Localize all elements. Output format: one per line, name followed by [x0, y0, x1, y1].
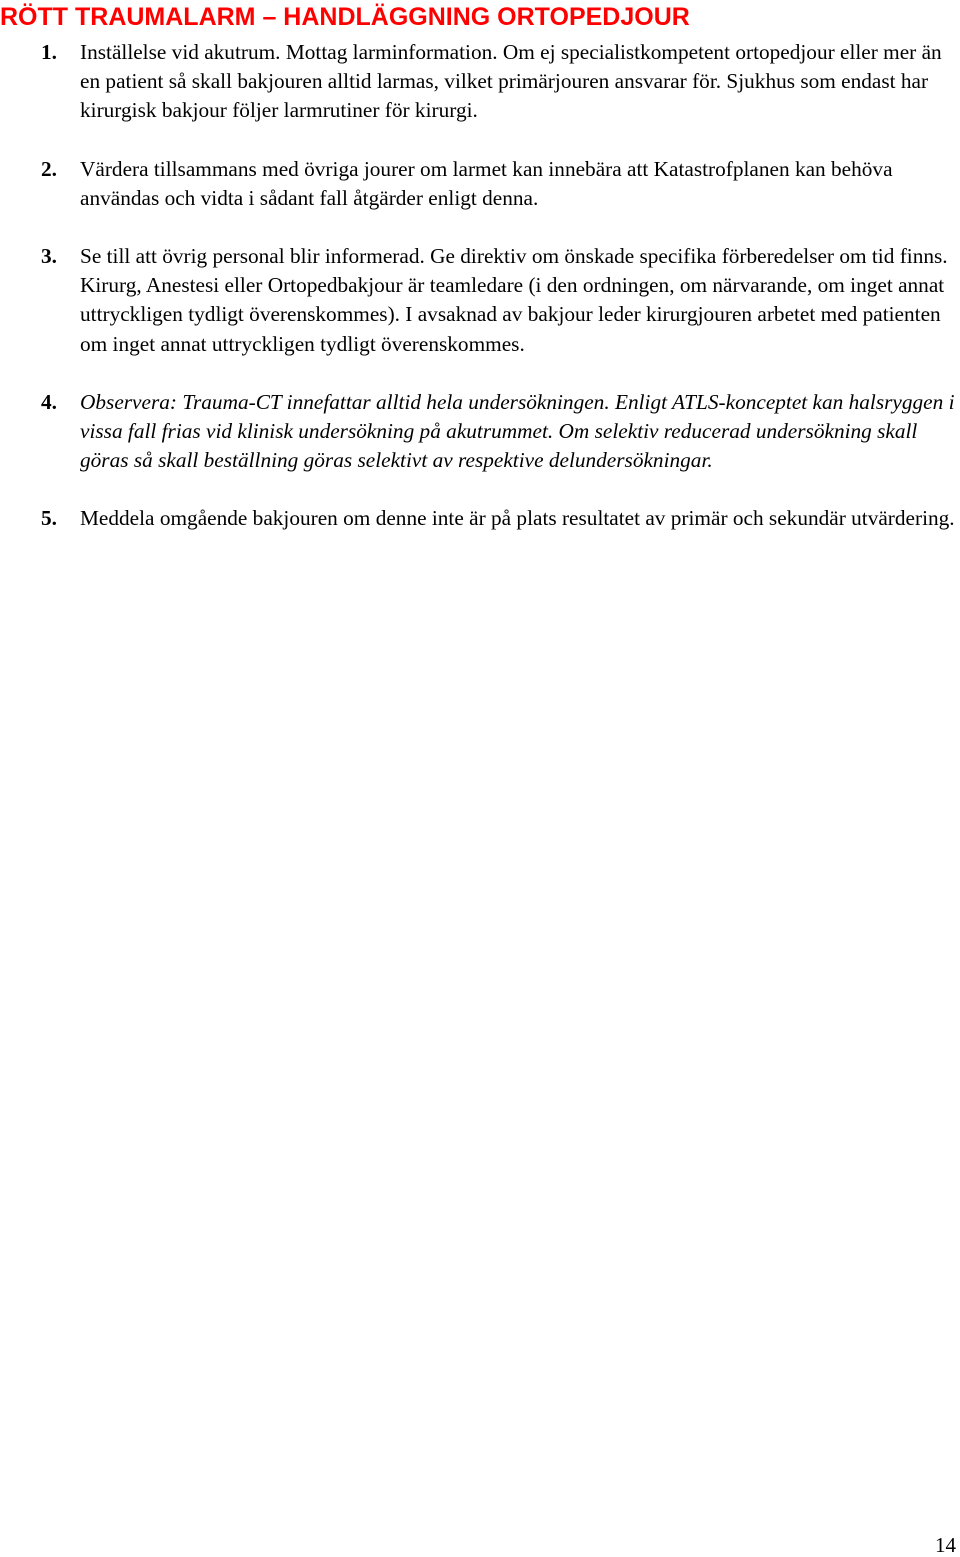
list-item	[0, 388, 955, 476]
item-number: 5.	[41, 506, 57, 531]
item-text: Värdera tillsammans med övriga jourer om larmet kan innebära att Katastrofplanen kan behöva användas och vidta i sådant fall åtgärder enligt denna.	[80, 156, 893, 210]
item-number: 1.	[41, 40, 57, 64]
list-item	[0, 504, 955, 533]
item-text: Inställelse vid akutrum. Mottag larminformation. Om ej specialistkompetent ortopedjour eller mer än en patient så skall bakjouren alltid larmas, vilket primärjouren ansvarar för. Sjukhus som endast har kirurgisk bakjour följer larmrutiner för kirurgi.	[80, 40, 942, 123]
instruction-list	[0, 38, 955, 563]
item-text: Se till att övrig personal blir informerad. Ge direktiv om önskade specifika förberedelser om tid finns. Kirurg, Anestesi eller Ortopedbakjour är teamledare (i den ordningen, om närvarande, om inget annat uttryckligen tydligt överenskommes). I avsaknad av bakjour leder kirurgjouren arbetet med patienten om inget annat uttryckligen tydligt överenskommes.	[80, 244, 948, 356]
list-item	[0, 38, 955, 126]
item-number: 2.	[41, 156, 57, 181]
item-number: 3.	[41, 244, 57, 269]
page-title: RÖTT TRAUMALARM – HANDLÄGGNING ORTOPEDJOUR	[0, 3, 690, 31]
item-text: Observera: Trauma-CT innefattar alltid hela undersökningen. Enligt ATLS-konceptet kan halsryggen i vissa fall frias vid klinisk undersökning på akutrummet. Om selektiv reducerad undersökning skall göras så skall beställning göras selektivt av respektive delundersökningar.	[80, 389, 955, 473]
list-item	[0, 242, 955, 359]
list-item	[0, 155, 955, 213]
item-text: Meddela omgående bakjouren om denne inte är på plats resultatet av primär och sekundär utvärdering.	[80, 506, 955, 531]
page-number: 14	[935, 1533, 956, 1557]
item-number: 4.	[41, 389, 57, 414]
